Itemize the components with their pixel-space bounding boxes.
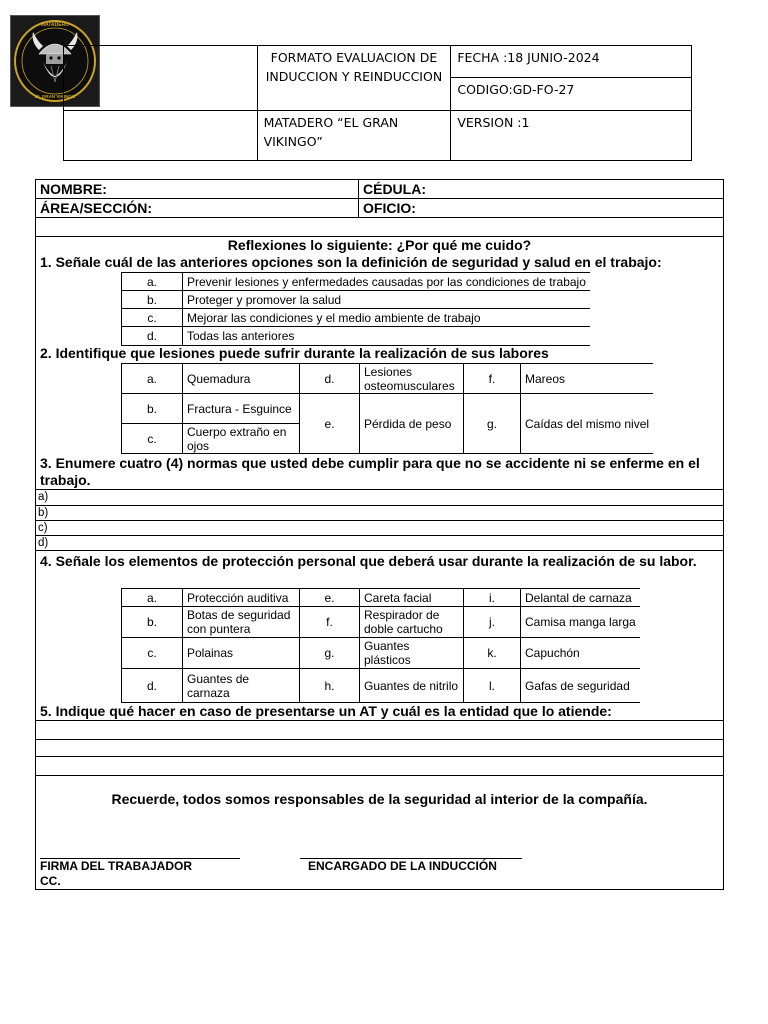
q2-option-c[interactable]: Cuerpo extraño en ojos — [183, 424, 300, 454]
nombre-label: NOMBRE: — [40, 181, 107, 197]
q4-letter: h. — [300, 669, 360, 703]
fecha-cell: FECHA :18 JUNIO-2024 — [451, 46, 692, 78]
q3-answer-label: c) — [38, 522, 48, 534]
q1-option-b[interactable] — [122, 291, 590, 309]
q5-answer-line-3[interactable] — [36, 757, 723, 776]
q1-options — [121, 272, 590, 346]
question-4: 4. Señale los elementos de protección personal que deberá usar durante la realización de su labor. — [40, 553, 697, 569]
q4-option-a[interactable]: Protección auditiva — [183, 589, 300, 607]
oficio-field[interactable] — [359, 199, 723, 217]
q2-option-g[interactable]: Caídas del mismo nivel — [521, 394, 654, 454]
q4-options — [121, 588, 640, 703]
q4-letter: g. — [300, 638, 360, 669]
q1-letter: c. — [122, 309, 183, 327]
q2-letter-b: b. — [122, 394, 183, 424]
q2-letter-g: g. — [464, 394, 521, 454]
q4-option-j[interactable]: Camisa manga larga — [521, 607, 640, 638]
q2-option-d[interactable]: Lesiones osteomusculares — [360, 364, 464, 394]
q4-letter: k. — [464, 638, 521, 669]
blank-row — [36, 218, 723, 237]
q1-text: Todas las anteriores — [183, 327, 590, 346]
q3-answer-a[interactable] — [36, 490, 723, 506]
question-5: 5. Indique qué hacer en caso de presentarse un AT y cuál es la entidad que lo atiende: — [40, 703, 612, 719]
q3-answer-label: b) — [38, 507, 49, 519]
q4-option-e[interactable]: Careta facial — [360, 589, 464, 607]
evaluation-form — [35, 179, 724, 890]
q2-option-a[interactable]: Quemadura — [183, 364, 300, 394]
row-nombre-cedula — [36, 180, 723, 199]
q1-text: Prevenir lesiones y enfermedades causadas por las condiciones de trabajo — [183, 273, 590, 291]
q1-letter: b. — [122, 291, 183, 309]
codigo-cell: CODIGO:GD-FO-27 — [451, 78, 692, 111]
q2-letter-a: a. — [122, 364, 183, 394]
form-title: FORMATO EVALUACION DE INDUCCION Y REINDUCCION — [257, 46, 451, 111]
q4-letter: j. — [464, 607, 521, 638]
firma-trabajador-label: FIRMA DEL TRABAJADOR — [40, 859, 192, 873]
q5-answer-line-1[interactable] — [36, 721, 723, 740]
q1-text: Mejorar las condiciones y el medio ambiente de trabajo — [183, 309, 590, 327]
company-name: MATADERO “EL GRAN VIKINGO” — [257, 111, 451, 161]
header-table — [63, 45, 692, 161]
q4-option-h[interactable]: Guantes de nitrilo — [360, 669, 464, 703]
q2-letter-e: e. — [300, 394, 360, 454]
logo-text-bottom: EL GRAN VIKINGO — [34, 94, 76, 99]
q3-answer-b[interactable] — [36, 506, 723, 521]
cedula-label: CÉDULA: — [363, 181, 426, 197]
question-1: 1. Señale cuál de las anteriores opciones son la definición de seguridad y salud en el trabajo: — [40, 254, 662, 270]
q4-letter: i. — [464, 589, 521, 607]
q4-option-c[interactable]: Polainas — [183, 638, 300, 669]
reflection-heading: Reflexiones lo siguiente: ¿Por qué me cuido? — [227, 237, 532, 253]
q2-option-b[interactable]: Fractura - Esguince — [183, 394, 300, 424]
encargado-label: ENCARGADO DE LA INDUCCIÓN — [308, 859, 497, 873]
question-3: 3. Enumere cuatro (4) normas que usted debe cumplir para que no se accidente ni se enferme en el trabajo. — [40, 455, 700, 488]
oficio-label: OFICIO: — [363, 200, 416, 216]
cc-label: CC. — [40, 874, 61, 888]
row-area-oficio — [36, 199, 723, 218]
q4-option-g[interactable]: Guantes plásticos — [360, 638, 464, 669]
q4-option-d[interactable]: Guantes de carnaza — [183, 669, 300, 703]
q1-text: Proteger y promover la salud — [183, 291, 590, 309]
q2-letter-c: c. — [122, 424, 183, 454]
q1-letter: a. — [122, 273, 183, 291]
q1-letter: d. — [122, 327, 183, 346]
q4-option-f[interactable]: Respirador de doble cartucho — [360, 607, 464, 638]
header-blank-cell-2 — [64, 111, 258, 161]
q2-letter-f: f. — [464, 364, 521, 394]
q3-answer-label: d) — [38, 537, 49, 549]
logo-text-top: MATADERO — [40, 22, 70, 28]
area-field[interactable] — [36, 199, 359, 217]
q4-letter: a. — [122, 589, 183, 607]
q3-answer-d[interactable] — [36, 536, 723, 551]
q2-options — [121, 363, 653, 454]
q4-letter: l. — [464, 669, 521, 703]
q4-option-k[interactable]: Capuchón — [521, 638, 640, 669]
version-cell: VERSION :1 — [451, 111, 692, 161]
cedula-field[interactable] — [359, 180, 723, 198]
q3-answer-label: a) — [38, 491, 49, 503]
q4-option-i[interactable]: Delantal de carnaza — [521, 589, 640, 607]
q4-letter: f. — [300, 607, 360, 638]
question-2: 2. Identifique que lesiones puede sufrir durante la realización de sus labores — [40, 345, 549, 361]
q1-option-a[interactable] — [122, 273, 590, 291]
q3-answer-c[interactable] — [36, 521, 723, 536]
q4-letter: c. — [122, 638, 183, 669]
q4-option-b[interactable]: Botas de seguridad con puntera — [183, 607, 300, 638]
q4-letter: b. — [122, 607, 183, 638]
q2-option-e[interactable]: Pérdida de peso — [360, 394, 464, 454]
safety-message: Recuerde, todos somos responsables de la seguridad al interior de la compañía. — [111, 791, 648, 807]
q2-option-f[interactable]: Mareos — [521, 364, 654, 394]
q1-option-d[interactable] — [122, 327, 590, 346]
q1-option-c[interactable] — [122, 309, 590, 327]
area-label: ÁREA/SECCIÓN: — [40, 200, 153, 216]
nombre-field[interactable] — [36, 180, 359, 198]
header-blank-cell — [64, 46, 258, 111]
q2-letter-d: d. — [300, 364, 360, 394]
q4-letter: e. — [300, 589, 360, 607]
q4-option-l[interactable]: Gafas de seguridad — [521, 669, 640, 703]
q4-letter: d. — [122, 669, 183, 703]
q5-answer-line-2[interactable] — [36, 740, 723, 757]
